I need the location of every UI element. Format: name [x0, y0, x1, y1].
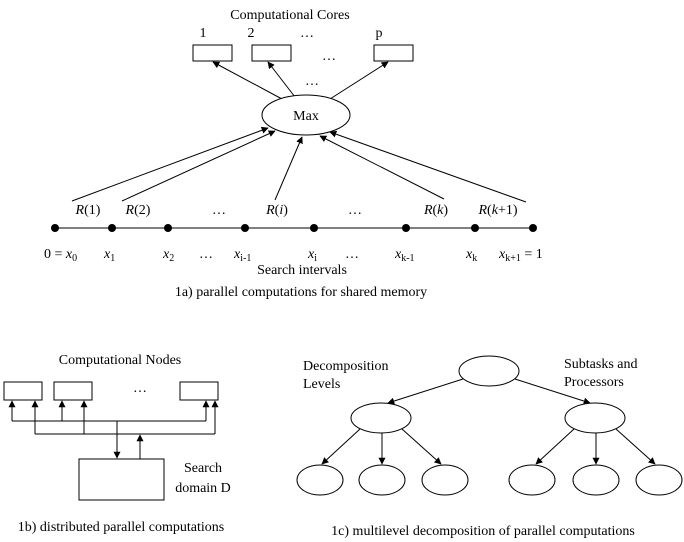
domain-label-line1: Search: [183, 461, 223, 476]
node-box-3: [180, 382, 218, 400]
arrow-ri-max: [275, 137, 302, 200]
tree-leaf-4: [509, 465, 555, 495]
panel-c: [297, 356, 682, 539]
domain-label-line2: domain D: [175, 481, 231, 496]
edge-right-leaf-4: [536, 429, 574, 464]
point-xk-1: [402, 224, 410, 232]
edge-root-left: [388, 379, 463, 403]
core-box-p: [374, 45, 413, 61]
r-label-k1: R(k+1): [478, 203, 518, 218]
tree-leaf-3: [422, 465, 468, 495]
levels-label-line2: Levels: [303, 377, 341, 392]
tree-level1-left: [351, 403, 411, 433]
edge-right-leaf-6: [616, 429, 655, 464]
x-label-dots-2: …: [345, 247, 359, 262]
x-label-k-1: $x_{k-1}$: [395, 247, 415, 264]
r-label-k: R(k): [423, 203, 449, 218]
panel-a: [44, 8, 543, 300]
nodes-title: Computational Nodes: [58, 353, 182, 368]
arrow-r1-max: [72, 128, 268, 201]
point-xi-1: [241, 224, 249, 232]
x-label-1: $x_1$: [104, 247, 116, 264]
caption-c: 1c) multilevel decomposition of parallel computations: [331, 524, 635, 539]
arrow-max-core-2: [268, 62, 295, 97]
point-x0: [51, 224, 59, 232]
x-label-i: $x_i$: [308, 247, 317, 264]
point-xk1: [529, 224, 537, 232]
arrow-rk-max: [320, 136, 444, 199]
x-label-k1: $x_{k+1} = 1$: [499, 247, 543, 264]
arrow-r2-max: [122, 131, 275, 201]
point-xi: [310, 224, 318, 232]
tree-leaf-2: [359, 465, 405, 495]
search-domain-box: [79, 459, 164, 500]
caption-b: 1b) distributed parallel computations: [17, 520, 225, 535]
levels-label-line1: Decomposition: [303, 359, 389, 374]
point-x2: [164, 224, 172, 232]
node-box-2: [54, 382, 92, 400]
tree-leaf-1: [297, 465, 343, 495]
edge-left-leaf-3: [402, 429, 441, 464]
core-box-1: [193, 45, 232, 61]
node-box-1: [4, 382, 42, 400]
x-label-i-1: $x_{i-1}$: [234, 247, 252, 264]
arrow-rk1-max: [330, 132, 526, 202]
cores-title: Computational Cores: [230, 8, 350, 23]
x-label-0: $0 = x_0$: [44, 247, 78, 264]
tree-level1-right: [565, 403, 625, 433]
nodes-dots: …: [133, 381, 147, 396]
point-x1: [108, 224, 116, 232]
arrow-max-core-p: [330, 62, 388, 99]
x-label-k: $x_k$: [466, 247, 478, 264]
max-dots: …: [305, 74, 319, 89]
panel-b: [4, 353, 231, 535]
core-label-1: 1: [199, 26, 207, 41]
core-box-2: [252, 45, 291, 61]
core-label-p: p: [375, 26, 383, 41]
x-label-dots-1: …: [199, 247, 213, 262]
tree-root-node: [459, 356, 519, 386]
axis-label: Search intervals: [257, 263, 347, 278]
tree-leaf-6: [636, 465, 682, 495]
r-label-dots-1: …: [212, 203, 226, 218]
r-label-2: R(2): [125, 203, 151, 218]
point-xk: [471, 224, 479, 232]
r-label-1: R(1): [75, 203, 101, 218]
core-label-dots: …: [300, 26, 314, 41]
processors-label-line2: Processors: [564, 375, 624, 390]
r-label-i: R(i): [266, 203, 288, 218]
x-label-2: $x_2$: [163, 247, 175, 264]
r-label-dots-2: …: [348, 203, 362, 218]
caption-a: 1a) parallel computations for shared memory: [174, 285, 428, 300]
tree-leaf-5: [573, 465, 619, 495]
cores-dots: …: [322, 49, 336, 64]
processors-label-line1: Subtasks and: [564, 357, 638, 372]
edge-left-leaf-1: [322, 429, 360, 464]
max-label: Max: [293, 109, 319, 124]
core-label-2: 2: [247, 26, 255, 41]
